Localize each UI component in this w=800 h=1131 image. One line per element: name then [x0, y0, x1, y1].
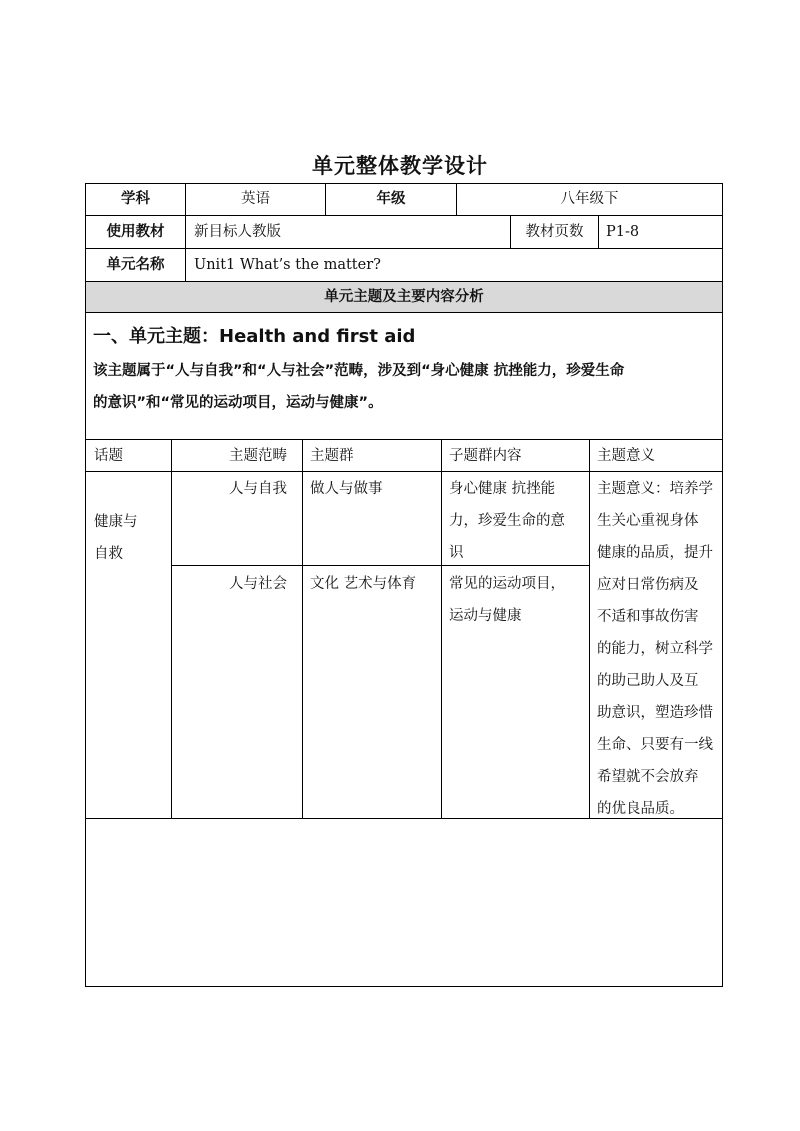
meaning-line: 助意识，塑造珍惜 [597, 705, 713, 721]
meaning-line: 应对日常伤病及 [597, 577, 699, 593]
content-line: 运动与健康 [449, 608, 522, 624]
pages-value: P1-8 [606, 224, 640, 240]
meaning-line: 希望就不会放弃 [597, 769, 699, 785]
pages-label: 教材页数 [525, 224, 584, 240]
meaning-line: 的优良品质。 [597, 801, 684, 817]
table-border [85, 248, 723, 249]
table-border [85, 183, 723, 184]
theme-description [93, 355, 723, 419]
theme-description-line: 的意识”和“常见的运动项目，运动与健康”。 [93, 395, 383, 411]
section-title: 单元主题及主要内容分析 [324, 289, 484, 305]
group-cell: 文化 艺术与体育 [310, 576, 417, 592]
content-line: 力，珍爱生命的意 [449, 513, 565, 529]
table-border [589, 439, 590, 818]
table-border [85, 281, 723, 282]
meaning-line: 生命、只要有一线 [597, 737, 713, 753]
header-meaning: 主题意义 [597, 448, 655, 464]
table-border [85, 471, 723, 472]
subject-value: 英语 [241, 191, 270, 207]
topic-cell [94, 506, 138, 570]
meaning-line: 的助己助人及互 [597, 673, 699, 689]
table-border [85, 986, 723, 987]
grade-value: 八年级下 [560, 191, 619, 207]
topic-line: 健康与 [94, 514, 138, 530]
header-content: 子题群内容 [449, 448, 522, 464]
meaning-line: 的能力，树立科学 [597, 641, 713, 657]
table-border [85, 439, 723, 440]
header-topic: 话题 [94, 448, 123, 464]
content-cell [449, 473, 565, 569]
topic-line: 自救 [94, 546, 123, 562]
table-border [722, 183, 723, 987]
textbook-label: 使用教材 [106, 224, 165, 240]
meaning-line: 生关心重视身体 [597, 513, 699, 529]
grade-label: 年级 [376, 191, 406, 207]
table-border [171, 439, 172, 818]
subject-label: 学科 [121, 191, 150, 207]
theme-heading: 一、单元主题：Health and first aid [93, 326, 416, 347]
header-group: 主题群 [310, 448, 354, 464]
meaning-cell [597, 473, 713, 825]
document-title: 单元整体教学设计 [312, 154, 488, 178]
meaning-line: 健康的品质，提升 [597, 545, 713, 561]
content-line: 常见的运动项目， [449, 576, 565, 592]
unit-label: 单元名称 [106, 257, 165, 273]
meaning-line: 主题意义：培养学 [597, 481, 713, 497]
group-cell: 做人与做事 [310, 481, 383, 497]
meaning-line: 不适和事故伤害 [597, 609, 699, 625]
textbook-value: 新目标人教版 [194, 224, 281, 240]
theme-description-line: 该主题属于“人与自我”和“人与社会”范畴，涉及到“身心健康 抗挫能力，珍爱生命 [93, 363, 625, 379]
table-border [598, 215, 599, 248]
table-border [302, 439, 303, 818]
table-border [441, 439, 442, 818]
table-border [85, 215, 723, 216]
content-line: 识 [449, 545, 464, 561]
content-line: 身心健康 抗挫能 [449, 481, 556, 497]
table-border [85, 312, 723, 313]
scope-cell: 人与自我 [229, 481, 287, 497]
scope-cell: 人与社会 [229, 576, 287, 592]
unit-value: Unit1 What’s the matter? [194, 257, 381, 273]
content-cell [449, 568, 565, 632]
header-scope: 主题范畴 [229, 448, 287, 464]
